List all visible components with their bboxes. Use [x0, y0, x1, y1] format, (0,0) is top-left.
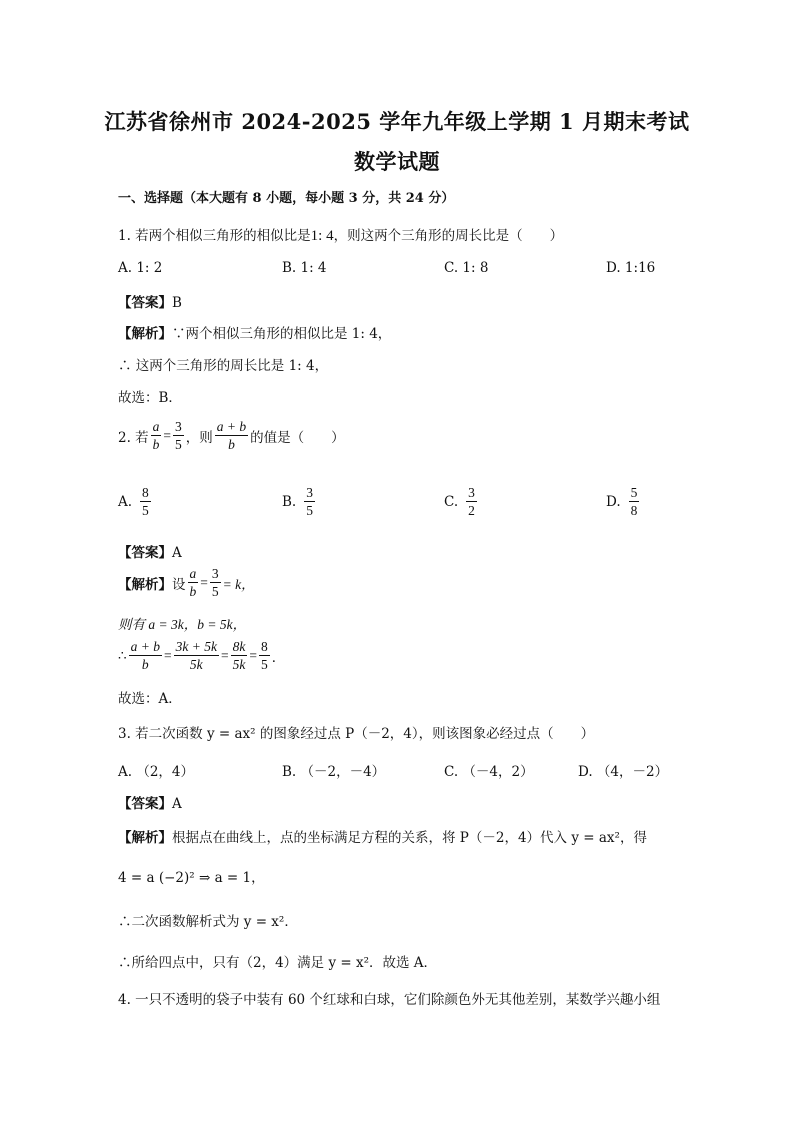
q3-option-c: C. （－4，2）: [444, 764, 534, 780]
q2-set-text: 设: [172, 576, 186, 593]
q2-f4: [259, 638, 270, 673]
q1-option-c: C. 1: 8: [444, 260, 489, 276]
q2-therefore: ∴: [118, 647, 127, 664]
q2-f2: [174, 638, 219, 673]
q2-option-a-frac: [140, 484, 151, 519]
q2-option-a: [118, 484, 153, 519]
q2-option-d: [606, 484, 641, 519]
q3-answer-value: A: [172, 796, 182, 812]
q2-option-c-letter: C.: [444, 493, 459, 510]
q2-option-c-num: 3: [468, 485, 475, 500]
q2-option-a-letter: A.: [118, 493, 133, 510]
q2-option-a-num: 8: [142, 485, 149, 500]
q2-option-b-frac: [304, 484, 315, 519]
q2-set-den-a: b: [189, 584, 197, 599]
q3-option-b: B. （－2，－4）: [282, 764, 386, 780]
page-subtitle: 数学试题: [354, 149, 440, 174]
q2-cond-num-a: a: [152, 419, 160, 434]
q1-option-d: D. 1:16: [606, 260, 656, 276]
q2-analysis-text-2: 则有 a = 3k，b = 5k，: [118, 617, 247, 632]
q1-analysis-text-1: ∵两个相似三角形的相似比是 1: 4，: [172, 326, 392, 342]
q2-answer-label: 【答案】: [118, 545, 172, 561]
q1-ratio: 1: 4: [310, 228, 334, 244]
q2-option-d-frac: [629, 484, 640, 519]
q2-eq-1: =: [163, 647, 172, 663]
q2-option-c: [444, 484, 479, 519]
q3-answer-label: 【答案】: [118, 796, 172, 812]
q3-analysis-label: 【解析】: [118, 830, 172, 846]
q2-option-b: [282, 484, 317, 519]
q1-analysis-3: 故选：B．: [118, 390, 182, 406]
q2-f1: [129, 638, 162, 673]
question-3-stem: 3. 若二次函数 y = ax² 的图象经过点 P（－2，4），则该图象必经过点（ ）: [118, 726, 595, 742]
q2-set-num-a: a: [189, 566, 197, 581]
q2-expr-frac: [215, 418, 248, 453]
q2-f4-den: 5: [260, 657, 268, 672]
q2-tail: 的值是（ ）: [250, 429, 345, 446]
q2-option-c-frac: [466, 484, 477, 519]
q2-eq-3: =: [249, 647, 257, 663]
q2-cond-frac-b: [173, 418, 184, 453]
q2-set-num-b: 3: [211, 566, 219, 581]
q2-then: ，则: [185, 429, 213, 446]
q2-f3: [231, 638, 248, 673]
q2-option-c-den: 2: [468, 503, 475, 518]
q3-analysis-4: ∴所给四点中，只有（2，4）满足 y = x²．故选 A．: [118, 955, 438, 971]
q2-cond-frac-a: [151, 418, 162, 453]
q3-answer: [118, 792, 182, 812]
section-heading: 一、选择题（本大题有 8 小题，每小题 3 分，共 24 分）: [118, 191, 455, 206]
q2-option-d-num: 5: [630, 485, 638, 500]
q1-analysis-1: [118, 322, 391, 342]
q1-stem-a: 1. 若两个相似三角形的相似比是: [118, 228, 311, 244]
q2-option-d-letter: D.: [606, 493, 621, 510]
q1-answer-label: 【答案】: [118, 295, 172, 311]
question-1-stem: [118, 224, 563, 245]
q2-eq: =: [163, 427, 172, 443]
q1-option-b: B. 1: 4: [282, 260, 327, 276]
q1-option-a: A. 1: 2: [118, 260, 163, 276]
q2-option-b-den: 5: [306, 503, 313, 518]
q2-set-den-b: 5: [211, 584, 219, 599]
q2-analysis-1: [118, 565, 255, 600]
q2-f2-den: 5k: [189, 657, 203, 672]
page-title: 江苏省徐州市 2024-2025 学年九年级上学期 1 月期末考试: [104, 109, 690, 134]
q3-analysis-text-1: 根据点在曲线上，点的坐标满足方程的关系，将 P（－2，4）代入 y = ax²，得: [172, 830, 647, 846]
q2-expr-num: a + b: [216, 419, 247, 434]
q2-f2-num: 3k + 5k: [175, 639, 217, 654]
q3-analysis-2: 4 = a (−2)² ⇒ a = 1，: [118, 870, 265, 886]
q3-option-a: A. （2，4）: [118, 764, 195, 780]
q2-analysis-3: [118, 638, 285, 673]
q2-cond-den-b: 5: [175, 437, 182, 452]
q2-f3-num: 8k: [232, 639, 246, 654]
q2-cond-num-b: 3: [175, 419, 182, 434]
q3-option-d: D. （4，－2）: [578, 764, 669, 780]
q2-end: ．: [271, 649, 286, 666]
q2-conclusion: 故选：A．: [118, 691, 182, 707]
q2-answer: [118, 541, 182, 561]
q2-eq-2: =: [220, 647, 229, 663]
q2-analysis-2: [118, 613, 246, 633]
question-4-stem: 4. 一只不透明的袋子中装有 60 个红球和白球，它们除颜色外无其他差别，某数学兴趣小组: [118, 992, 661, 1008]
q2-set-eq: =: [200, 574, 208, 590]
question-2-stem: [118, 418, 345, 453]
q2-f1-num: a + b: [130, 639, 160, 654]
q2-option-a-den: 5: [142, 503, 149, 518]
q2-num: 2. 若: [118, 429, 149, 446]
q2-f4-num: 8: [260, 639, 268, 654]
q2-f3-den: 5k: [232, 657, 246, 672]
q3-analysis-3: ∴二次函数解析式为 y = x²．: [118, 914, 298, 930]
q2-set-frac-b: [210, 565, 221, 600]
q2-analysis-label: 【解析】: [118, 576, 172, 593]
q1-answer: [118, 291, 182, 311]
q2-expr-den: b: [228, 437, 235, 452]
q3-analysis-1: [118, 826, 647, 846]
q2-option-b-letter: B.: [282, 493, 297, 510]
q2-cond-den-a: b: [152, 437, 160, 452]
q1-analysis-label: 【解析】: [118, 326, 172, 342]
q1-analysis-2: ∴ 这两个三角形的周长比是 1: 4，: [118, 358, 329, 374]
q2-option-b-num: 3: [306, 485, 313, 500]
q1-stem-b: ，则这两个三角形的周长比是（ ）: [333, 228, 564, 244]
q2-set-tail: = k，: [222, 576, 255, 592]
q2-set-frac-a: [188, 565, 199, 600]
q2-option-d-den: 8: [630, 503, 638, 518]
q1-answer-value: B: [172, 295, 182, 311]
q2-answer-value: A: [172, 545, 182, 561]
q2-f1-den: b: [141, 657, 149, 672]
